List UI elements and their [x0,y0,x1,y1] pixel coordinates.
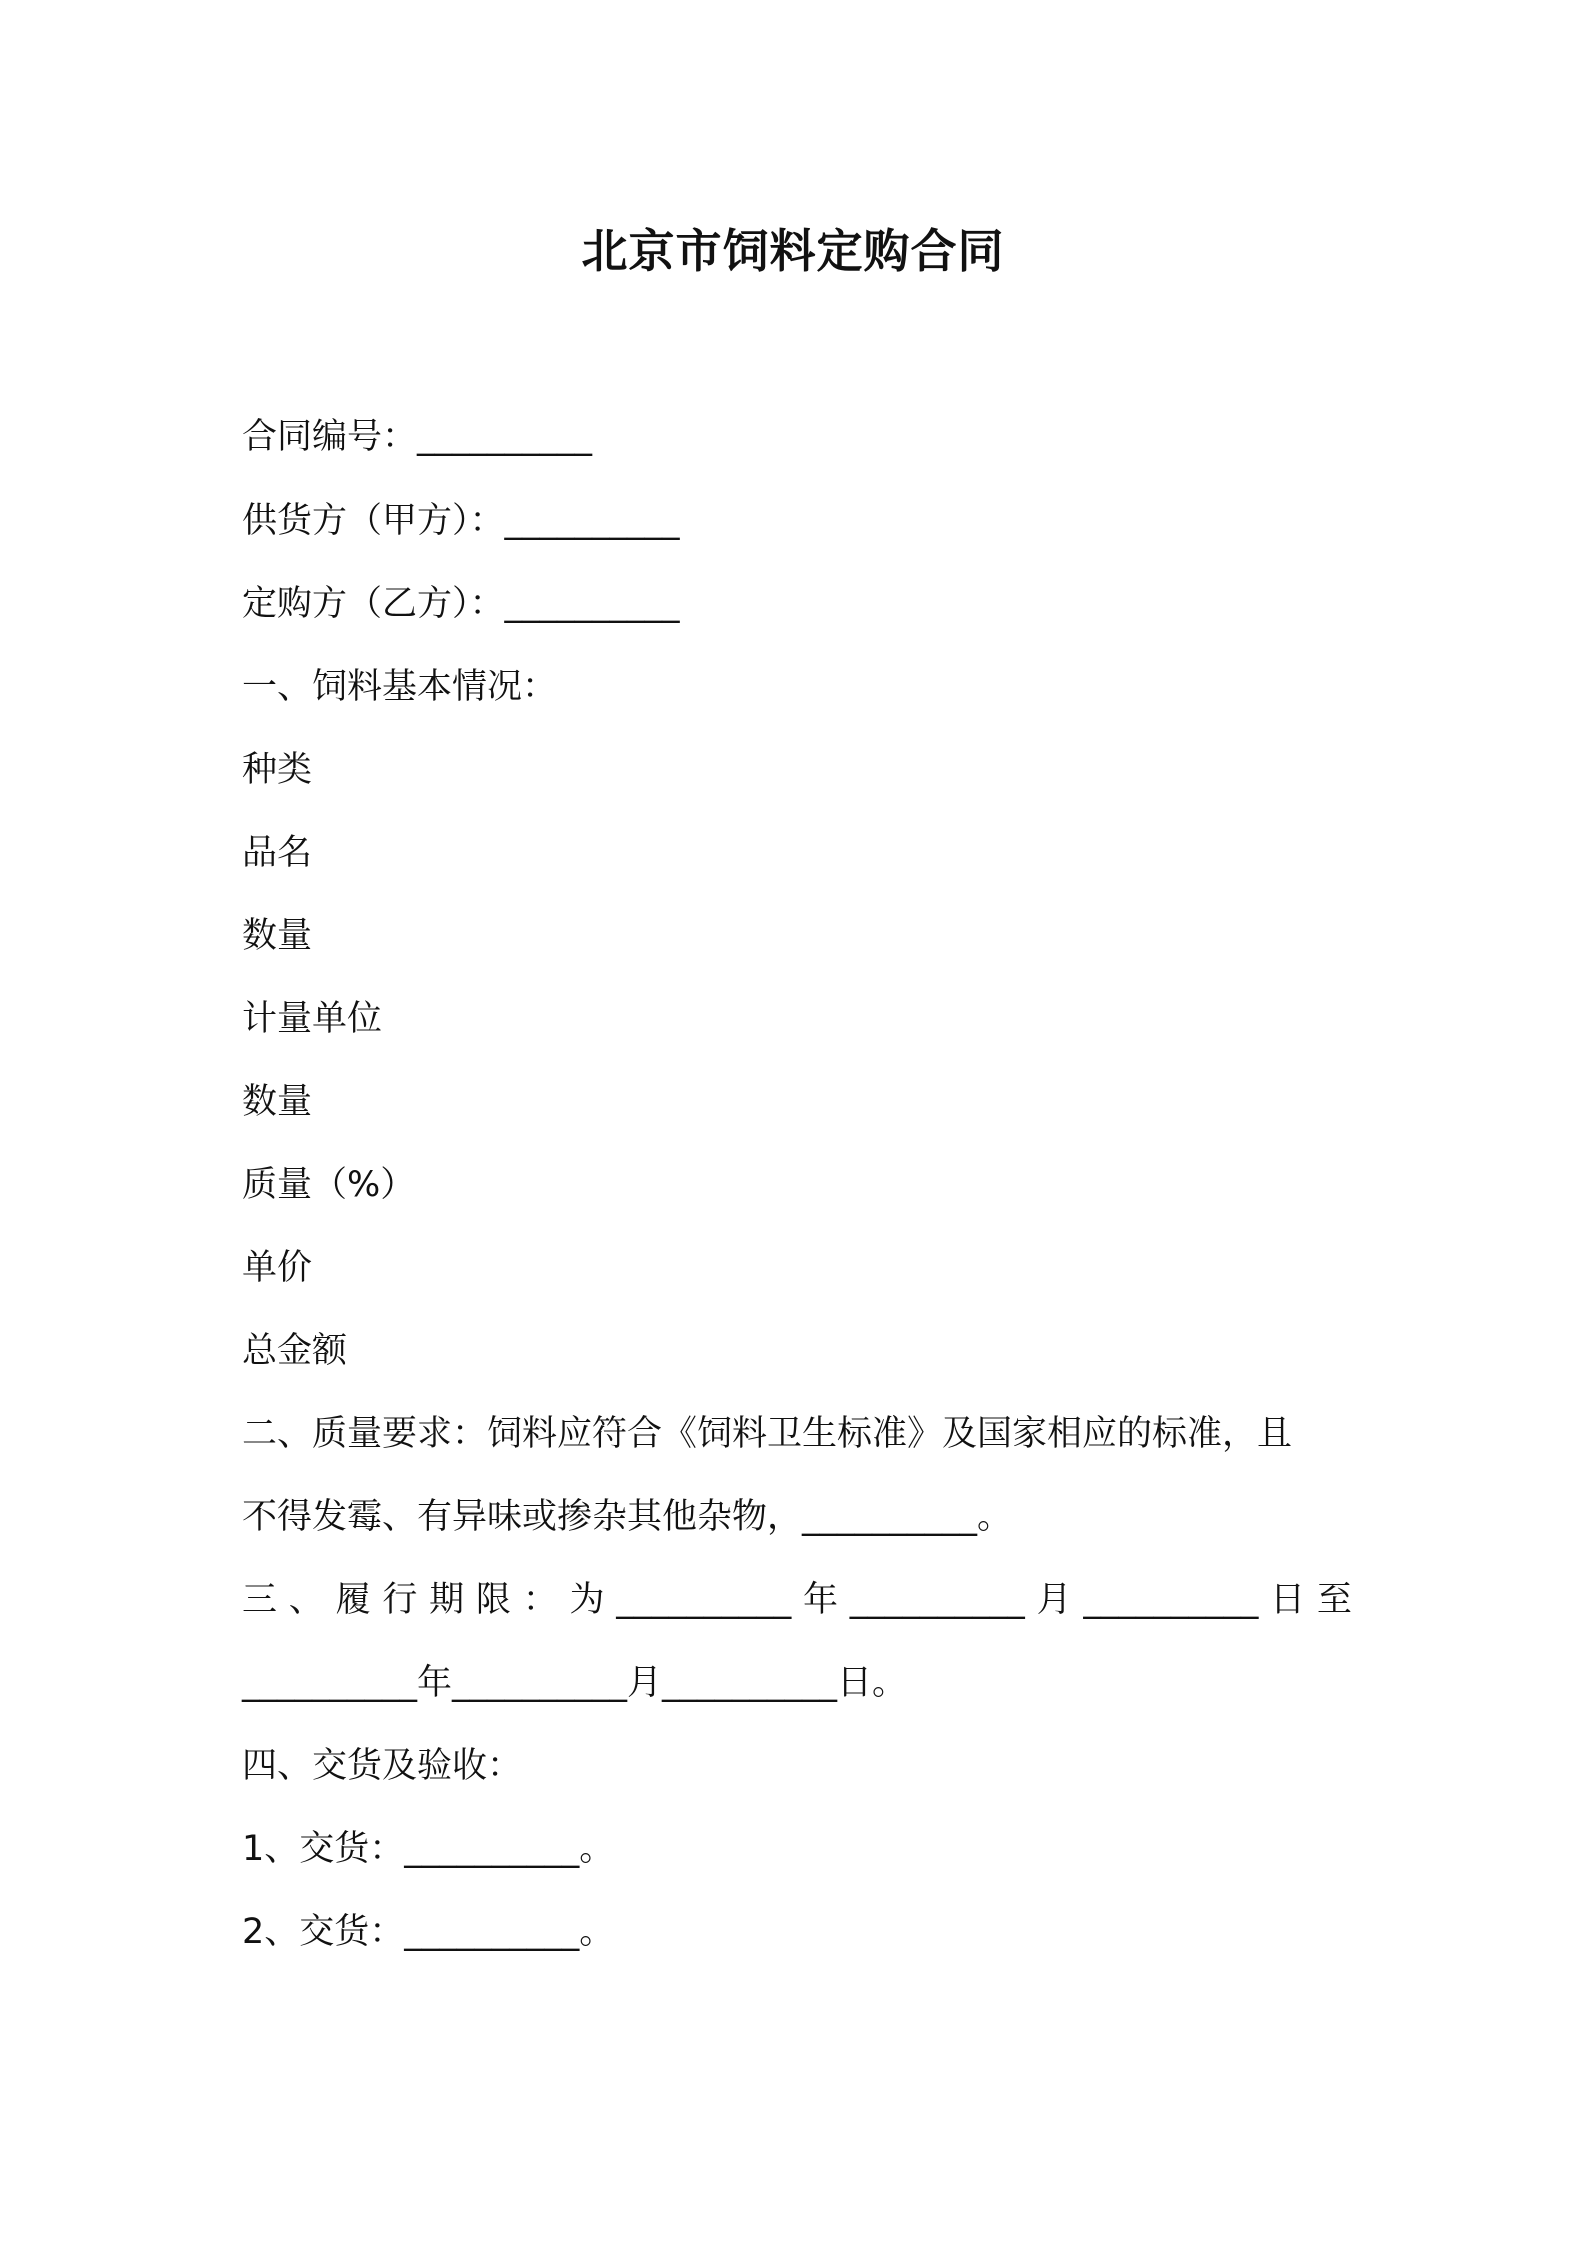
delivery-item-1: 1、交货：__________。 [242,1829,615,1869]
contract-number-field: 合同编号：__________ [242,417,593,457]
section3-part: 限 [475,1580,511,1620]
section3-part: 月 [1036,1580,1072,1620]
section3-part: 年 [803,1580,839,1620]
buyer-field: 定购方（乙方）：__________ [242,584,680,624]
section3-part: 期 [429,1580,465,1620]
section3-blank: __________ [616,1580,792,1620]
section3-part: 为 [569,1580,605,1620]
supplier-field: 供货方（甲方）：__________ [242,501,680,541]
item-total-amount: 总金额 [242,1331,348,1371]
section3-blank: __________ [849,1580,1025,1620]
item-product-name: 品名 [242,833,313,873]
section2-line1: 二、质量要求：饲料应符合《饲料卫生标准》及国家相应的标准，且 [242,1414,1293,1454]
section3-part: 日 [1270,1580,1306,1620]
item-quantity: 数量 [242,916,313,956]
item-quantity-2: 数量 [242,1082,313,1122]
section3-line1 [242,1575,1352,1625]
item-unit: 计量单位 [242,999,383,1039]
section4-heading: 四、交货及验收： [242,1746,523,1786]
section3-part: 三 [242,1580,278,1620]
section3-part: ： [522,1580,558,1620]
delivery-item-2: 2、交货：__________。 [242,1912,615,1952]
section3-part: 行 [382,1580,418,1620]
section3-blank: __________ [1083,1580,1259,1620]
section3-part: 履 [335,1580,371,1620]
section3-part: 至 [1316,1580,1352,1620]
item-quality: 质量（%） [242,1165,416,1205]
section3-line2: __________年__________月__________日。 [242,1663,908,1703]
section1-heading: 一、饲料基本情况： [242,667,558,707]
section3-part: 、 [288,1580,324,1620]
document-title: 北京市饲料定购合同 [581,224,1005,278]
item-unit-price: 单价 [242,1248,313,1288]
item-category: 种类 [242,750,313,790]
section2-line2: 不得发霉、有异味或掺杂其他杂物，__________。 [242,1497,1013,1537]
